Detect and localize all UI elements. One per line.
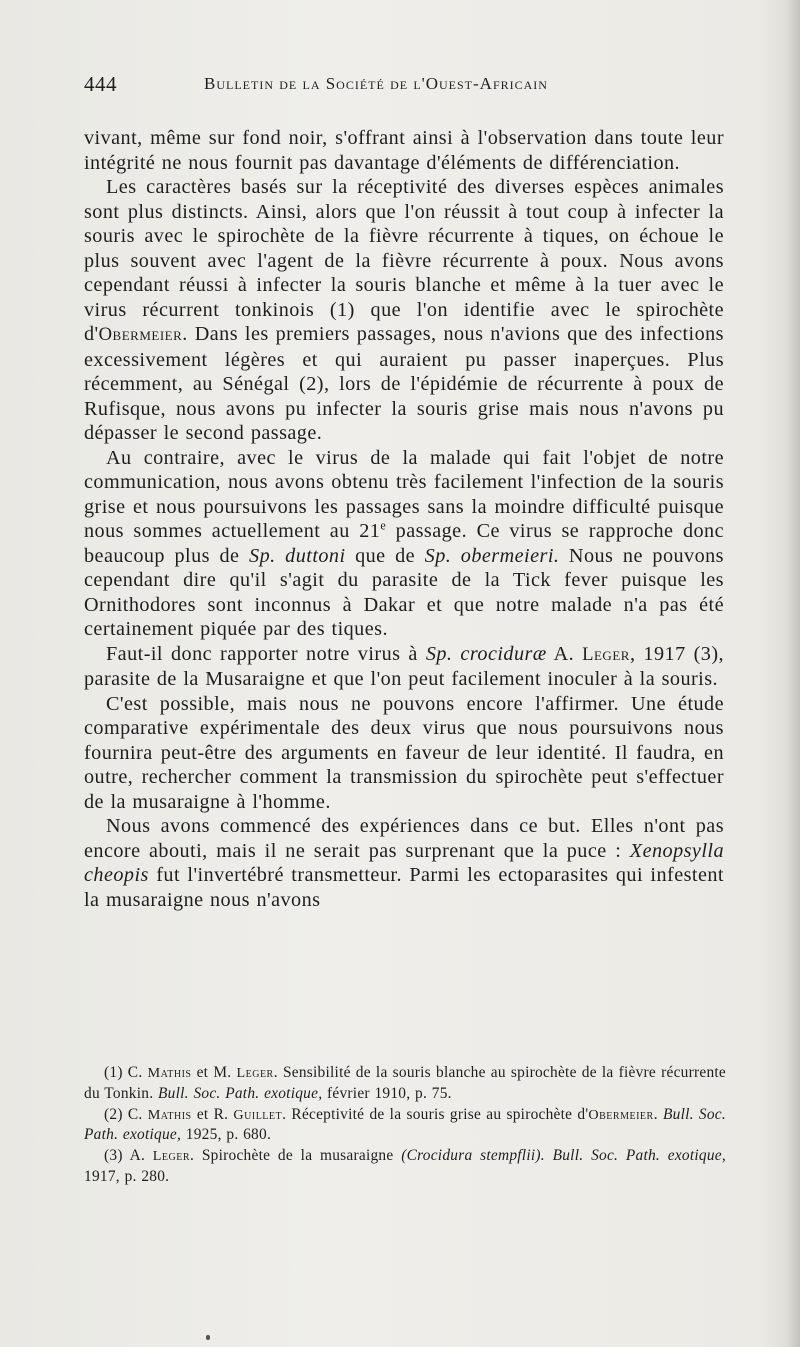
author-name: Leger bbox=[236, 1065, 274, 1081]
author-name: Leger bbox=[152, 1148, 191, 1165]
paragraph bbox=[84, 642, 724, 692]
paragraph bbox=[84, 692, 724, 815]
text-run: (2) C. bbox=[104, 1105, 148, 1123]
body-text bbox=[84, 126, 724, 912]
text-run: Au contraire, avec le virus de la malade qui fait l'objet de notre communication, nous avons obtenu très facilement l'infection de la souris grise et nous poursuivons les passages sans la moindre difficulté puisque nous sommes actuellement au 21 bbox=[84, 446, 724, 542]
text-run: que de bbox=[345, 544, 425, 567]
text-run: A. bbox=[546, 642, 583, 665]
author-name: Obermeier bbox=[588, 1106, 654, 1123]
footnote bbox=[84, 1105, 726, 1147]
text-run: Les caractères basés sur la réceptivité des diverses espèces animales sont plus distincts. Ainsi, alors que l'on réussit à tout coup à infecter la souris avec le spirochète de la fièvre récurrente à tiques, on échoue le plus souvent avec l'agent de la fièvre récurrente à poux. Nous avons cependant réussi à infecter la souris blanche et même à la tuer avec le virus récurrent tonkinois (1) que l'on identifie avec le spirochète d' bbox=[84, 176, 724, 345]
text-run: vivant, même sur fond noir, s'offrant ainsi à l'observation dans toute leur intégrité ne nous fournit pas davantage d'éléments de différenciation. bbox=[84, 127, 724, 174]
page-number: 444 bbox=[84, 72, 117, 96]
text-run: passage. Ce virus se rapproche donc beaucoup plus de bbox=[84, 520, 724, 567]
text-run: février 1910, p. 75. bbox=[322, 1084, 452, 1102]
italic-text: Xenopsylla cheopis bbox=[84, 839, 724, 886]
text-run: Faut-il donc rapporter notre virus à bbox=[106, 642, 426, 665]
author-name: Mathis bbox=[147, 1106, 192, 1123]
text-run: . bbox=[653, 1105, 663, 1123]
text-run: (1) C. bbox=[104, 1064, 148, 1081]
author-name: Mathis bbox=[147, 1065, 192, 1081]
text-run: . Sensibilité de la souris blanche au spirochète de la fièvre récurrente du Tonkin. bbox=[84, 1064, 726, 1102]
italic-text: Sp. duttoni bbox=[249, 544, 346, 567]
text-run: et R. bbox=[191, 1105, 234, 1123]
text-run: Nous avons commencé des expériences dans ce but. Elles n'ont pas encore abouti, mais il ne serait pas surprenant que la puce : bbox=[84, 815, 724, 862]
paragraph bbox=[84, 814, 724, 912]
text-run: 1925, p. 680. bbox=[181, 1126, 272, 1144]
footnote bbox=[84, 1146, 726, 1188]
footnote bbox=[84, 1063, 726, 1105]
author-name: Leger bbox=[582, 643, 630, 665]
paragraph bbox=[84, 126, 724, 175]
footnotes bbox=[84, 1063, 726, 1188]
italic-text: Bull. Soc. Path. exotique, bbox=[158, 1084, 323, 1102]
italic-text: Sp. crociduræ bbox=[425, 642, 547, 665]
text-run: , 1917 (3), parasite de la Musaraigne et que l'on peut facilement inoculer à la souris. bbox=[84, 642, 725, 690]
text-run: 1917, p. 280. bbox=[84, 1167, 170, 1185]
italic-text: Bull. Soc. Path. exotique, bbox=[84, 1105, 726, 1144]
text-run: . Dans les premiers passages, nous n'avions que des infections excessivement légères et qui auraient pu passer inaperçues. Plus récemment, au Sénégal (2), lors de l'épidémie de récurrente à poux de Rufisque, nous avons pu infecter la souris grise mais nous n'avons pu dépasser le second passage. bbox=[84, 323, 724, 444]
text-run: e bbox=[380, 518, 387, 533]
paragraph bbox=[84, 446, 724, 642]
paragraph bbox=[84, 175, 724, 446]
author-name: Guillet bbox=[233, 1106, 283, 1123]
italic-text: Sp. obermeieri. bbox=[424, 544, 560, 567]
text-run: fut l'invertébré transmetteur. Parmi les ectoparasites qui infestent la musaraigne nous n'avons bbox=[84, 864, 724, 911]
text-run: et M. bbox=[191, 1064, 237, 1081]
text-run: . Spirochète de la musaraigne bbox=[190, 1147, 402, 1165]
text-run: (3) A. bbox=[104, 1147, 153, 1165]
running-title: Bulletin de la Société de l'Ouest-Africain bbox=[204, 74, 548, 93]
ink-speck bbox=[206, 1335, 210, 1340]
text-run: . Réceptivité de la souris grise au spirochète d' bbox=[282, 1105, 589, 1123]
page-header bbox=[84, 72, 724, 102]
text-run: Nous ne pouvons cependant dire qu'il s'agit du parasite de la Tick fever puisque les Ornithodores sont inconnus à Dakar et que notre malade n'a pas été certainement piquée par des tiques. bbox=[84, 544, 724, 640]
author-name: Obermeier bbox=[98, 324, 183, 345]
italic-text: (Crocidura stempflii). Bull. Soc. Path. exotique, bbox=[401, 1147, 726, 1165]
text-run: C'est possible, mais nous ne pouvons encore l'affirmer. Une étude comparative expérimentale des deux virus que nous poursuivons nous fournira peut-être des arguments en faveur de leur identité. Il faudra, en outre, rechercher comment la transmission du spirochète peut s'effectuer de la musaraigne à l'homme. bbox=[84, 692, 724, 813]
